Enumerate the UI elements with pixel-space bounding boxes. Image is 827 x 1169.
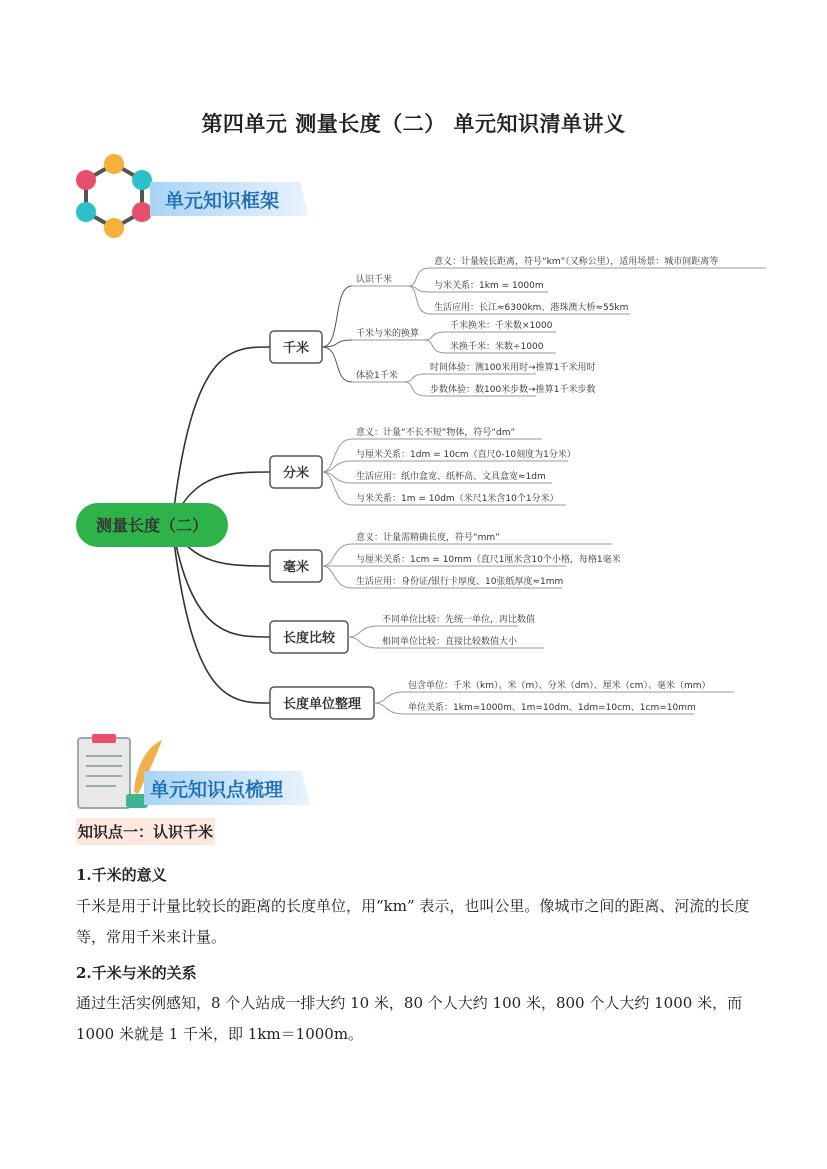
leaf-label: 生活应用：长江≈6300km、港珠澳大桥≈55km [434, 303, 629, 313]
banner-title-framework: 单元知识框架 [165, 190, 280, 212]
leaf-connector [408, 268, 430, 286]
leaf-label: 米换千米：米数÷1000 [450, 342, 544, 352]
leaf-label: 相同单位比较：直接比较数值大小 [382, 637, 518, 647]
leaf-label: 千米换米：千米数×1000 [450, 321, 553, 331]
sub-connector [322, 286, 352, 347]
leaf-connector [374, 692, 404, 703]
section-heading-1: 1.千米的意义 [76, 866, 167, 884]
leaf-label: 意义：计量需精确长度，符号“mm” [356, 533, 500, 543]
leaf-connector [322, 544, 352, 566]
leaf-connector [322, 472, 352, 505]
mind-map [0, 240, 827, 730]
leaf-label: 与厘米关系：1cm = 10mm（直尺1厘米含10个小格，每格1毫米 [356, 555, 621, 565]
section-paragraph-1: 千米是用于计量比较长的距离的长度单位，用“km” 表示，也叫公里。像城市之间的距离、河流的长度等，常用千米来计量。 [76, 897, 750, 946]
leaf-label: 步数体验：数100米步数→推算1千米步数 [430, 385, 596, 395]
leaf-label: 生活应用：身份证/银行卡厚度、10张纸厚度≈1mm [356, 577, 564, 587]
branch-node-label: 长度比较 [282, 631, 336, 646]
leaf-connector [348, 626, 378, 637]
sub-node-label: 认识千米 [356, 275, 393, 285]
sub-connector [322, 347, 352, 382]
molecule-icon [74, 152, 158, 242]
root-node-label: 测量长度（二） [95, 516, 209, 535]
leaf-connector [404, 374, 426, 382]
leaf-label: 与米关系：1m = 10dm（米尺1米含10个1分米） [356, 494, 559, 504]
section-heading-2: 2.千米与米的关系 [76, 964, 197, 982]
branch-node-label: 千米 [282, 341, 310, 356]
knowledge-point-heading: 知识点一：认识千米 [76, 818, 215, 845]
section-paragraph-2: 通过生活实例感知，8 个人站成一排大约 10 米，80 个人大约 100 米，800 个人大约 1000 米，而 1000 米就是 1 千米，即 1km＝1000m。 [76, 994, 743, 1043]
leaf-label: 意义：计量较长距离，符号“km”（又称公里），适用场景：城市间距离等 [434, 257, 719, 267]
leaf-connector [374, 703, 404, 714]
leaf-label: 包含单位：千米（km）、米（m）、分米（dm）、厘米（cm）、毫米（mm） [408, 681, 711, 691]
leaf-label: 意义：计量“不长不短”物体，符号“dm” [356, 428, 516, 438]
branch-node-label: 毫米 [282, 560, 310, 575]
leaf-connector [348, 637, 378, 648]
sub-node-label: 千米与米的换算 [356, 329, 420, 339]
leaf-label: 不同单位比较：先统一单位，再比数值 [382, 615, 536, 625]
leaf-label: 与米关系：1km = 1000m [434, 281, 544, 291]
leaf-connector [322, 439, 352, 472]
leaf-connector [322, 566, 352, 588]
leaf-label: 单位关系：1km=1000m、1m=10dm、1dm=10cm、1cm=10mm [408, 703, 696, 713]
leaf-label: 生活应用：纸巾盒宽、纸杯高、文具盒宽≈1dm [356, 472, 546, 482]
banner-title-points: 单元知识点梳理 [150, 779, 284, 801]
leaf-label: 时间体验：测100米用时→推算1千米用时 [430, 363, 596, 373]
leaf-connector [424, 332, 446, 340]
sub-node-label: 体验1千米 [356, 371, 398, 381]
leaf-label: 与厘米关系：1dm = 10cm（直尺0-10刻度为1分米） [356, 450, 576, 460]
branch-node-label: 长度单位整理 [282, 697, 362, 712]
page-title: 第四单元 测量长度（二） 单元知识清单讲义 [201, 112, 626, 136]
leaf-connector [404, 382, 426, 396]
leaf-connector [424, 340, 446, 353]
branch-connector [172, 525, 270, 703]
branch-node-label: 分米 [282, 466, 310, 481]
